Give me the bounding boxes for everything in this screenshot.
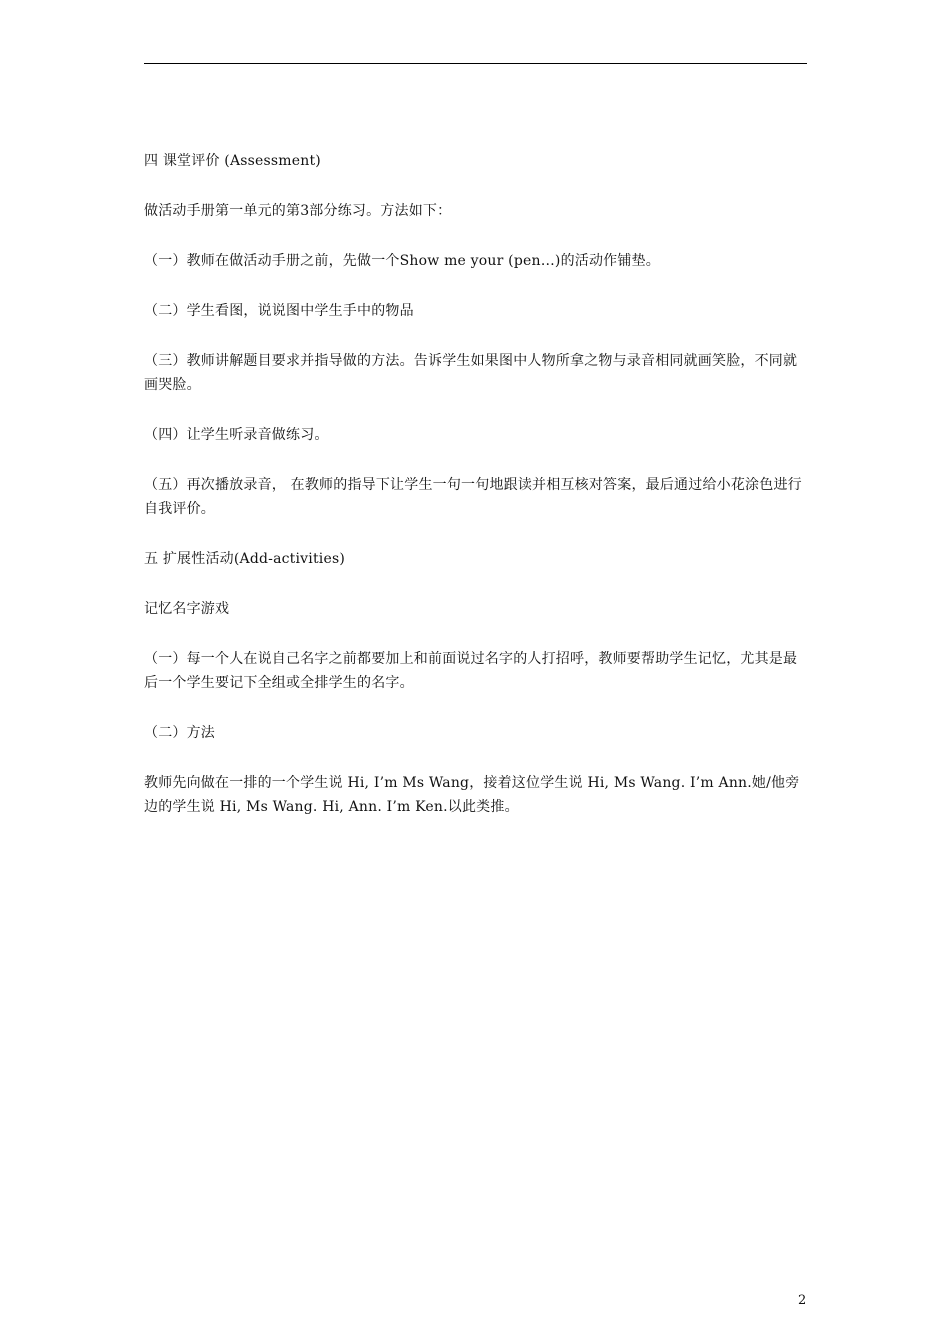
paragraph: （一）每一个人在说自己名字之前都要加上和前面说过名字的人打招呼，教师要帮助学生记忆，尤其是最后一个学生要记下全组或全排学生的名字。 (144, 651, 798, 691)
document-body (144, 149, 807, 845)
header-rule (144, 63, 807, 64)
section-heading-assessment: 四 课堂评价 (Assessment) (144, 153, 321, 169)
paragraph: （二）方法 (144, 725, 215, 741)
paragraph: 做活动手册第一单元的第3部分练习。方法如下： (144, 203, 452, 219)
section-heading-add-activities: 五 扩展性活动(Add-activities) (144, 551, 345, 567)
paragraph: 教师先向做在一排的一个学生说 Hi, I’m Ms Wang，接着这位学生说 Hi, Ms Wang. I’m Ann.她/他旁边的学生说 Hi, Ms Wang. Hi, Ann. I’m Ken.以此类推。 (144, 775, 800, 815)
paragraph: （一）教师在做活动手册之前，先做一个Show me your (pen…)的活动作铺垫。 (144, 253, 660, 269)
paragraph: （三）教师讲解题目要求并指导做的方法。告诉学生如果图中人物所拿之物与录音相同就画笑脸，不同就画哭脸。 (144, 353, 798, 393)
subheading-name-game: 记忆名字游戏 (144, 601, 230, 617)
paragraph: （四）让学生听录音做练习。 (144, 427, 329, 443)
paragraph: （二）学生看图，说说图中学生手中的物品 (144, 303, 414, 319)
paragraph: （五）再次播放录音， 在教师的指导下让学生一句一句地跟读并相互核对答案，最后通过给小花涂色进行自我评价。 (144, 477, 802, 517)
page-number: 2 (798, 1293, 807, 1308)
